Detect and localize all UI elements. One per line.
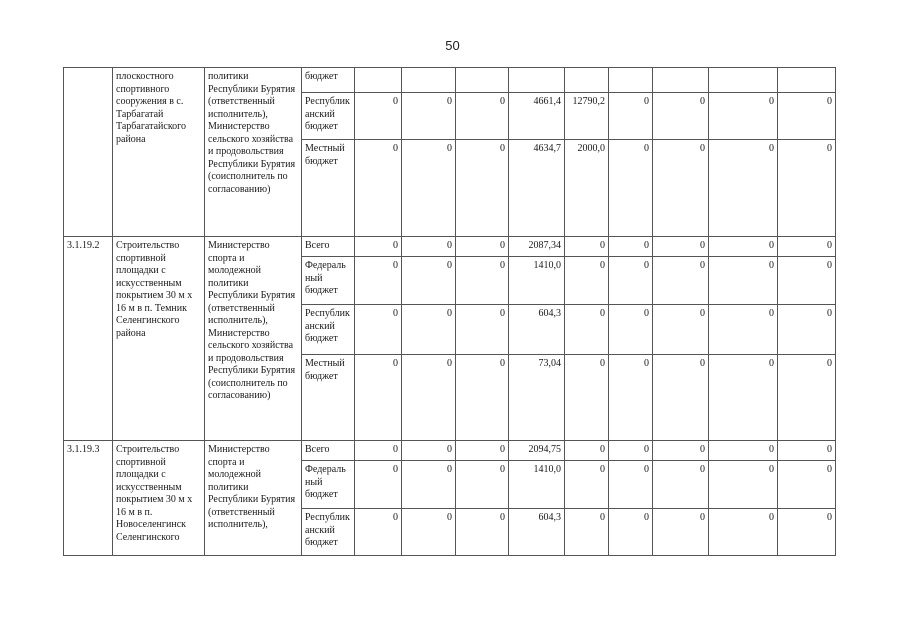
amount-cell: 0: [778, 257, 836, 305]
amount-cell: 0: [565, 461, 609, 509]
amount-cell: 0: [609, 355, 653, 441]
table-row: [64, 68, 836, 93]
amount-cell: 0: [778, 461, 836, 509]
amount-cell: 0: [609, 509, 653, 556]
amount-cell: 0: [355, 441, 402, 461]
funding-source-cell: Всего: [302, 441, 355, 461]
amount-cell: [653, 68, 709, 93]
measure-code-cell: 3.1.19.2: [64, 237, 113, 441]
amount-cell: 0: [402, 355, 456, 441]
amount-cell: 4634,7: [509, 140, 565, 237]
page-number: 50: [445, 38, 460, 53]
amount-cell: 0: [609, 461, 653, 509]
amount-cell: 0: [778, 509, 836, 556]
amount-cell: 0: [456, 93, 509, 140]
amount-cell: 0: [609, 93, 653, 140]
amount-cell: 0: [456, 257, 509, 305]
amount-cell: 0: [456, 441, 509, 461]
amount-cell: 0: [653, 461, 709, 509]
funding-source-cell: Республиканский бюджет: [302, 93, 355, 140]
amount-cell: 0: [778, 355, 836, 441]
amount-cell: 0: [565, 237, 609, 257]
amount-cell: 0: [778, 140, 836, 237]
measure-code-cell: 3.1.19.3: [64, 441, 113, 556]
amount-cell: 0: [456, 305, 509, 355]
amount-cell: 0: [709, 305, 778, 355]
amount-cell: 0: [565, 257, 609, 305]
funding-source-cell: Местный бюджет: [302, 355, 355, 441]
amount-cell: 0: [456, 140, 509, 237]
funding-source-cell: Республиканский бюджет: [302, 305, 355, 355]
amount-cell: 0: [778, 441, 836, 461]
amount-cell: 2087,34: [509, 237, 565, 257]
amount-cell: 0: [355, 461, 402, 509]
amount-cell: 1410,0: [509, 257, 565, 305]
amount-cell: [355, 68, 402, 93]
amount-cell: [456, 68, 509, 93]
amount-cell: [402, 68, 456, 93]
amount-cell: [778, 68, 836, 93]
amount-cell: 0: [565, 305, 609, 355]
amount-cell: 0: [456, 509, 509, 556]
amount-cell: 0: [609, 257, 653, 305]
amount-cell: 0: [653, 441, 709, 461]
amount-cell: 0: [709, 461, 778, 509]
amount-cell: 0: [709, 355, 778, 441]
amount-cell: 0: [778, 93, 836, 140]
amount-cell: 0: [402, 257, 456, 305]
amount-cell: 0: [402, 305, 456, 355]
amount-cell: 0: [709, 237, 778, 257]
funding-source-cell: Республиканский бюджет: [302, 509, 355, 556]
amount-cell: 604,3: [509, 305, 565, 355]
amount-cell: 0: [402, 237, 456, 257]
amount-cell: 2094,75: [509, 441, 565, 461]
amount-cell: 4661,4: [509, 93, 565, 140]
amount-cell: 0: [355, 257, 402, 305]
amount-cell: 604,3: [509, 509, 565, 556]
amount-cell: 0: [609, 237, 653, 257]
amount-cell: 0: [355, 355, 402, 441]
amount-cell: 0: [653, 93, 709, 140]
amount-cell: 73,04: [509, 355, 565, 441]
amount-cell: 0: [355, 305, 402, 355]
amount-cell: 1410,0: [509, 461, 565, 509]
amount-cell: 0: [355, 237, 402, 257]
executor-cell: политики Республики Бурятия (ответственный исполнитель), Министерство сельского хозяйства и продовольствия Республики Бурятия (соисполнитель по согласованию): [205, 68, 302, 237]
amount-cell: 0: [778, 305, 836, 355]
funding-source-cell: Местный бюджет: [302, 140, 355, 237]
amount-cell: 0: [653, 237, 709, 257]
amount-cell: 0: [355, 140, 402, 237]
budget-table: [63, 67, 836, 556]
amount-cell: 0: [709, 93, 778, 140]
measure-code-cell: [64, 68, 113, 237]
funding-source-cell: Всего: [302, 237, 355, 257]
table-body: [64, 68, 836, 556]
funding-source-cell: Федеральный бюджет: [302, 461, 355, 509]
amount-cell: 0: [565, 441, 609, 461]
amount-cell: 0: [653, 140, 709, 237]
amount-cell: 0: [565, 355, 609, 441]
amount-cell: [565, 68, 609, 93]
amount-cell: 0: [709, 441, 778, 461]
executor-cell: Министерство спорта и молодежной политики Республики Бурятия (ответственный исполнитель), Министерство сельского хозяйства и продовольствия Республики Бурятия (соисполнитель по согласованию): [205, 237, 302, 441]
amount-cell: 0: [402, 509, 456, 556]
amount-cell: 0: [609, 140, 653, 237]
table-row: [64, 441, 836, 461]
amount-cell: 0: [456, 237, 509, 257]
executor-cell: Министерство спорта и молодежной политики Республики Бурятия (ответственный исполнитель),: [205, 441, 302, 556]
measure-name-cell: Строительство спортивной площадки с искусственным покрытием 30 м х 16 м в п. Новоселенгинск Селенгинского: [113, 441, 205, 556]
amount-cell: 0: [709, 257, 778, 305]
amount-cell: 0: [402, 93, 456, 140]
amount-cell: 0: [402, 441, 456, 461]
amount-cell: 0: [355, 93, 402, 140]
amount-cell: 0: [609, 305, 653, 355]
amount-cell: 0: [402, 461, 456, 509]
amount-cell: 0: [653, 305, 709, 355]
amount-cell: 0: [355, 509, 402, 556]
amount-cell: 0: [456, 355, 509, 441]
amount-cell: 0: [609, 441, 653, 461]
amount-cell: 0: [653, 257, 709, 305]
amount-cell: 12790,2: [565, 93, 609, 140]
amount-cell: 0: [565, 509, 609, 556]
amount-cell: 0: [653, 509, 709, 556]
measure-name-cell: Строительство спортивной площадки с искусственным покрытием 30 м х 16 м в п. Темник Селенгинского района: [113, 237, 205, 441]
amount-cell: [709, 68, 778, 93]
amount-cell: 0: [778, 237, 836, 257]
funding-source-cell: Федеральный бюджет: [302, 257, 355, 305]
amount-cell: 0: [709, 509, 778, 556]
table-row: [64, 237, 836, 257]
measure-name-cell: плоскостного спортивного сооружения в с. Тарбагатай Тарбагатайского района: [113, 68, 205, 237]
amount-cell: 2000,0: [565, 140, 609, 237]
funding-source-cell: бюджет: [302, 68, 355, 93]
amount-cell: [509, 68, 565, 93]
amount-cell: 0: [709, 140, 778, 237]
amount-cell: [609, 68, 653, 93]
amount-cell: 0: [653, 355, 709, 441]
amount-cell: 0: [402, 140, 456, 237]
amount-cell: 0: [456, 461, 509, 509]
